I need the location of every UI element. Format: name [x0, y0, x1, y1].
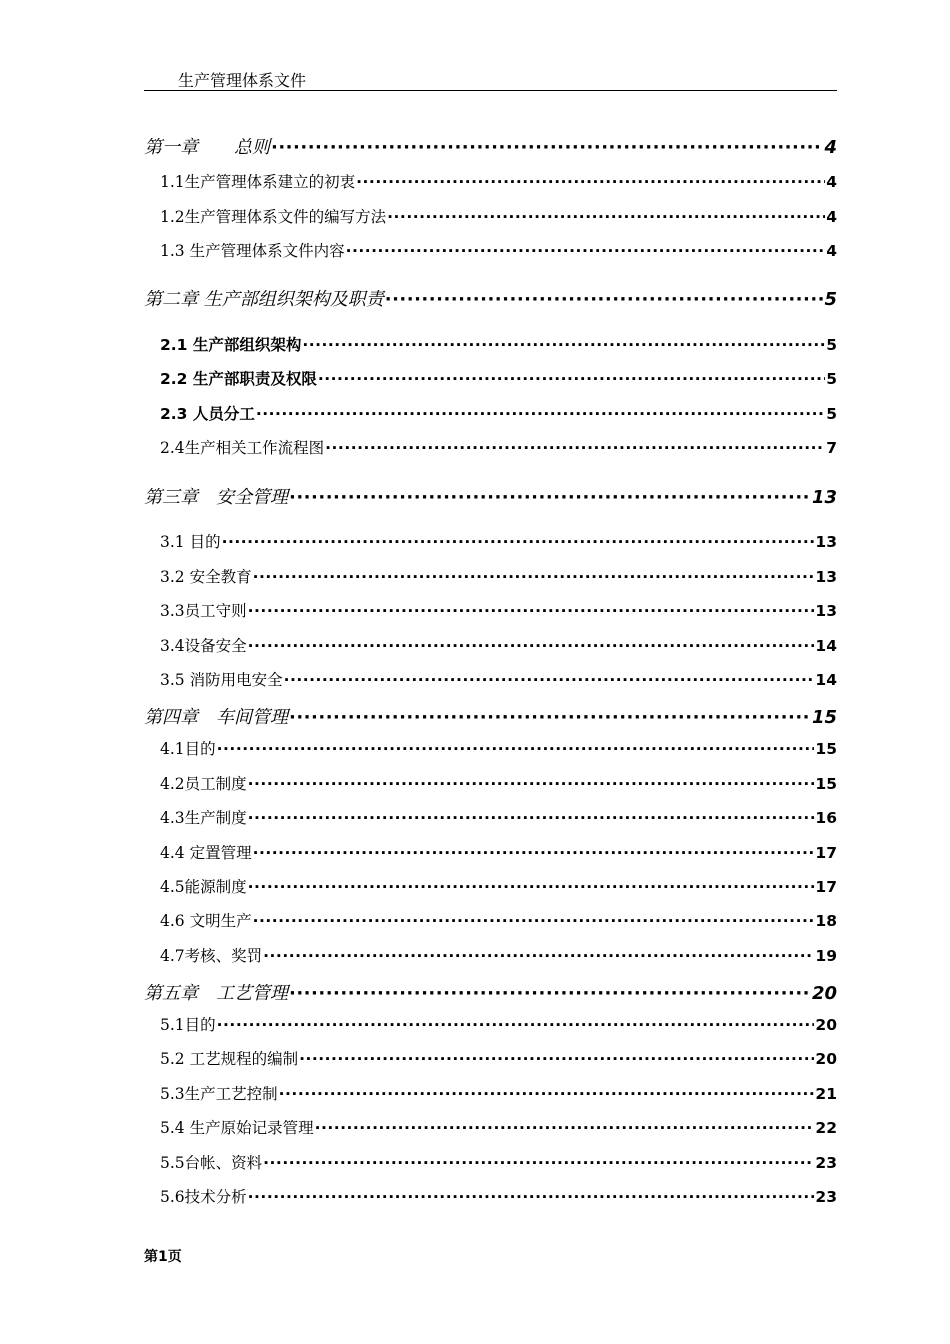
toc-entry-page-number: 14: [815, 671, 837, 689]
toc-entry-page-number: 13: [815, 533, 837, 551]
toc-dot-leader: [253, 912, 815, 930]
toc-entry-label: 3.1 目的: [160, 533, 221, 551]
toc-entry-page-number: 17: [815, 844, 837, 862]
toc-entry-label: 4.5能源制度: [160, 878, 247, 896]
toc-entry-page-number: 4: [826, 242, 837, 260]
toc-entry-page-number: 14: [815, 637, 837, 655]
toc-entry-label: 2.2 生产部职责及权限: [160, 370, 317, 388]
toc-entry-label: 第三章 安全管理: [144, 487, 288, 508]
toc-entry-label: 5.1目的: [160, 1016, 216, 1034]
toc-entry-page-number: 5: [826, 336, 837, 354]
toc-entry-page-number: 15: [811, 707, 837, 728]
toc-dot-leader: [279, 1085, 815, 1103]
toc-entry-label: 3.5 消防用电安全: [160, 671, 283, 689]
toc-section-entry[interactable]: [144, 1082, 837, 1104]
toc-entry-label: 第一章 总则: [144, 137, 270, 158]
toc-dot-leader: [385, 289, 824, 310]
toc-section-entry[interactable]: [144, 367, 837, 389]
toc-chapter-entry[interactable]: [144, 979, 837, 1005]
toc-entry-page-number: 5: [826, 405, 837, 423]
header-title: 生产管理体系文件: [178, 71, 307, 90]
toc-dot-leader: [248, 602, 815, 620]
toc-dot-leader: [315, 1119, 815, 1137]
toc-section-entry[interactable]: [144, 1013, 837, 1035]
toc-dot-leader: [289, 707, 811, 728]
toc-section-entry[interactable]: [144, 1151, 837, 1173]
toc-dot-leader: [356, 173, 825, 191]
toc-entry-label: 3.2 安全教育: [160, 568, 252, 586]
toc-section-entry[interactable]: [144, 1047, 837, 1069]
toc-entry-page-number: 23: [815, 1188, 837, 1206]
toc-entry-label: 1.3 生产管理体系文件内容: [160, 242, 345, 260]
toc-entry-label: 1.1生产管理体系建立的初衷: [160, 173, 356, 191]
toc-dot-leader: [248, 1188, 815, 1206]
toc-entry-page-number: 7: [826, 439, 837, 457]
toc-entry-label: 4.3生产制度: [160, 809, 247, 827]
toc-entry-page-number: 17: [815, 878, 837, 896]
toc-entry-label: 5.3生产工艺控制: [160, 1085, 278, 1103]
toc-section-entry[interactable]: [144, 1185, 837, 1207]
toc-entry-page-number: 13: [815, 568, 837, 586]
toc-dot-leader: [299, 1050, 814, 1068]
toc-section-entry[interactable]: [144, 170, 837, 192]
toc-dot-leader: [248, 637, 815, 655]
toc-entry-label: 2.1 生产部组织架构: [160, 336, 302, 354]
toc-entry-label: 5.5台帐、资料: [160, 1154, 263, 1172]
page-header: [144, 64, 837, 91]
toc-entry-label: 3.3员工守则: [160, 602, 247, 620]
toc-section-entry[interactable]: [144, 599, 837, 621]
toc-entry-label: 5.2 工艺规程的编制: [160, 1050, 299, 1068]
toc-entry-label: 第二章 生产部组织架构及职责: [144, 289, 384, 310]
toc-section-entry[interactable]: [144, 205, 837, 227]
toc-entry-page-number: 15: [815, 740, 837, 758]
toc-section-entry[interactable]: [144, 772, 837, 794]
toc-dot-leader: [248, 878, 815, 896]
toc-entry-page-number: 23: [815, 1154, 837, 1172]
toc-entry-page-number: 15: [815, 775, 837, 793]
toc-entry-label: 2.3 人员分工: [160, 405, 255, 423]
toc-dot-leader: [263, 947, 814, 965]
toc-dot-leader: [271, 137, 823, 158]
toc-entry-label: 2.4生产相关工作流程图: [160, 439, 325, 457]
toc-section-entry[interactable]: [144, 909, 837, 931]
toc-section-entry[interactable]: [144, 565, 837, 587]
toc-chapter-entry[interactable]: [144, 285, 837, 311]
toc-entry-page-number: 20: [815, 1050, 837, 1068]
toc-chapter-entry[interactable]: [144, 133, 837, 159]
toc-entry-label: 3.4设备安全: [160, 637, 247, 655]
toc-entry-label: 4.1目的: [160, 740, 216, 758]
toc-entry-page-number: 4: [824, 137, 837, 158]
toc-dot-leader: [248, 775, 815, 793]
toc-entry-page-number: 20: [811, 983, 837, 1004]
toc-entry-page-number: 20: [815, 1016, 837, 1034]
toc-entry-page-number: 18: [815, 912, 837, 930]
toc-dot-leader: [387, 208, 825, 226]
toc-section-entry[interactable]: [144, 806, 837, 828]
toc-dot-leader: [263, 1154, 814, 1172]
toc-section-entry[interactable]: [144, 333, 837, 355]
toc-entry-page-number: 13: [815, 602, 837, 620]
toc-dot-leader: [302, 336, 825, 354]
toc-entry-page-number: 22: [815, 1119, 837, 1137]
toc-entry-label: 第四章 车间管理: [144, 707, 288, 728]
toc-entry-page-number: 13: [811, 487, 837, 508]
toc-entry-label: 5.4 生产原始记录管理: [160, 1119, 314, 1137]
toc-chapter-entry[interactable]: [144, 483, 837, 509]
toc-entry-label: 4.6 文明生产: [160, 912, 252, 930]
toc-dot-leader: [222, 533, 815, 551]
toc-entry-page-number: 19: [815, 947, 837, 965]
toc-entry-label: 1.2生产管理体系文件的编写方法: [160, 208, 387, 226]
toc-entry-label: 4.7考核、奖罚: [160, 947, 263, 965]
toc-entry-page-number: 4: [826, 173, 837, 191]
toc-entry-label: 4.2员工制度: [160, 775, 247, 793]
toc-dot-leader: [217, 740, 815, 758]
toc-dot-leader: [284, 671, 815, 689]
toc-entry-page-number: 4: [826, 208, 837, 226]
toc-section-entry[interactable]: [144, 841, 837, 863]
toc-section-entry[interactable]: [144, 944, 837, 966]
toc-entry-page-number: 21: [815, 1085, 837, 1103]
toc-section-entry[interactable]: [144, 239, 837, 261]
toc-section-entry[interactable]: [144, 875, 837, 897]
toc-entry-page-number: 16: [815, 809, 837, 827]
toc-dot-leader: [318, 370, 825, 388]
toc-entry-label: 第五章 工艺管理: [144, 983, 288, 1004]
toc-dot-leader: [248, 809, 815, 827]
toc-entry-page-number: 5: [824, 289, 837, 310]
toc-dot-leader: [256, 405, 825, 423]
page-footer: 第1页: [144, 1249, 182, 1265]
toc-section-entry[interactable]: [144, 668, 837, 690]
toc-section-entry[interactable]: [144, 402, 837, 424]
toc-dot-leader: [289, 983, 811, 1004]
toc-dot-leader: [325, 439, 825, 457]
toc-section-entry[interactable]: [144, 634, 837, 656]
toc-entry-label: 5.6技术分析: [160, 1188, 247, 1206]
toc-entry-page-number: 5: [826, 370, 837, 388]
toc-dot-leader: [253, 844, 815, 862]
toc-section-entry[interactable]: [144, 1116, 837, 1138]
toc-section-entry[interactable]: [144, 436, 837, 458]
toc-dot-leader: [217, 1016, 815, 1034]
toc-dot-leader: [346, 242, 826, 260]
toc-dot-leader: [253, 568, 815, 586]
toc-section-entry[interactable]: [144, 530, 837, 552]
toc-entry-label: 4.4 定置管理: [160, 844, 252, 862]
toc-dot-leader: [289, 487, 811, 508]
toc-section-entry[interactable]: [144, 737, 837, 759]
toc-chapter-entry[interactable]: [144, 703, 837, 729]
